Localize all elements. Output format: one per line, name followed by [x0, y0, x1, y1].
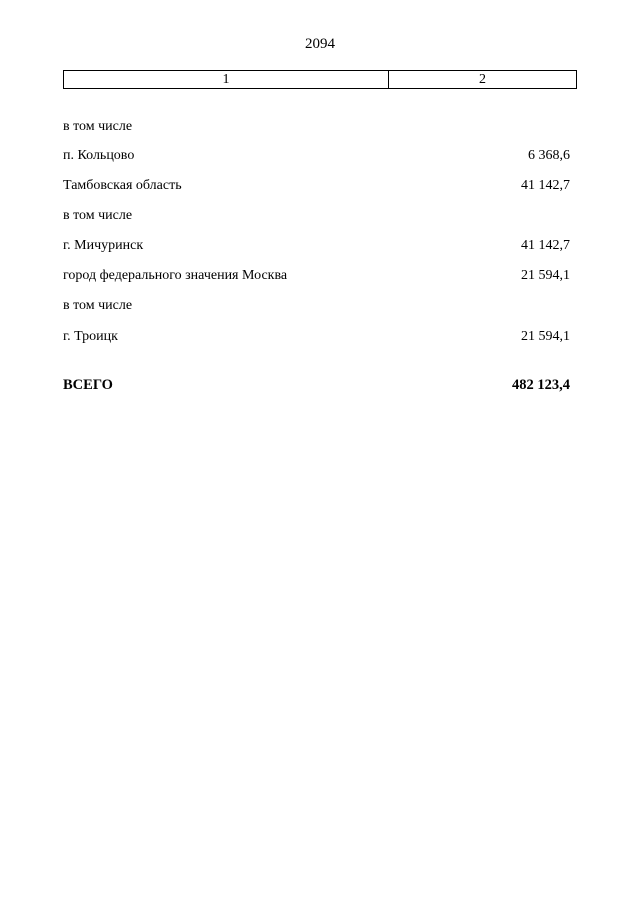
row-value: 21 594,1	[521, 268, 570, 283]
table-row	[63, 176, 570, 196]
table-row	[63, 296, 570, 316]
row-label: г. Троицк	[63, 329, 118, 344]
table-row	[63, 327, 570, 347]
row-value: 21 594,1	[521, 329, 570, 344]
table-row	[63, 206, 570, 226]
table-row	[63, 146, 570, 166]
table-row	[63, 266, 570, 286]
table-row	[63, 117, 570, 137]
row-label: в том числе	[63, 298, 133, 313]
header-col-1: 1	[64, 71, 389, 88]
table-header	[63, 70, 577, 89]
total-value: 482 123,4	[512, 377, 570, 393]
page-number: 2094	[305, 36, 335, 52]
row-label: п. Кольцово	[63, 148, 135, 163]
total-row	[63, 375, 570, 395]
row-label: город федерального значения Москва	[63, 268, 288, 283]
row-label: Тамбовская область	[63, 178, 182, 193]
row-value: 41 142,7	[521, 238, 570, 253]
row-value: 41 142,7	[521, 178, 570, 193]
row-label: в том числе	[63, 119, 133, 134]
row-label: в том числе	[63, 208, 133, 223]
header-col-2: 2	[479, 71, 486, 87]
row-label: г. Мичуринск	[63, 238, 144, 253]
table-row	[63, 236, 570, 256]
row-value: 6 368,6	[528, 148, 570, 163]
total-label: ВСЕГО	[63, 377, 113, 393]
